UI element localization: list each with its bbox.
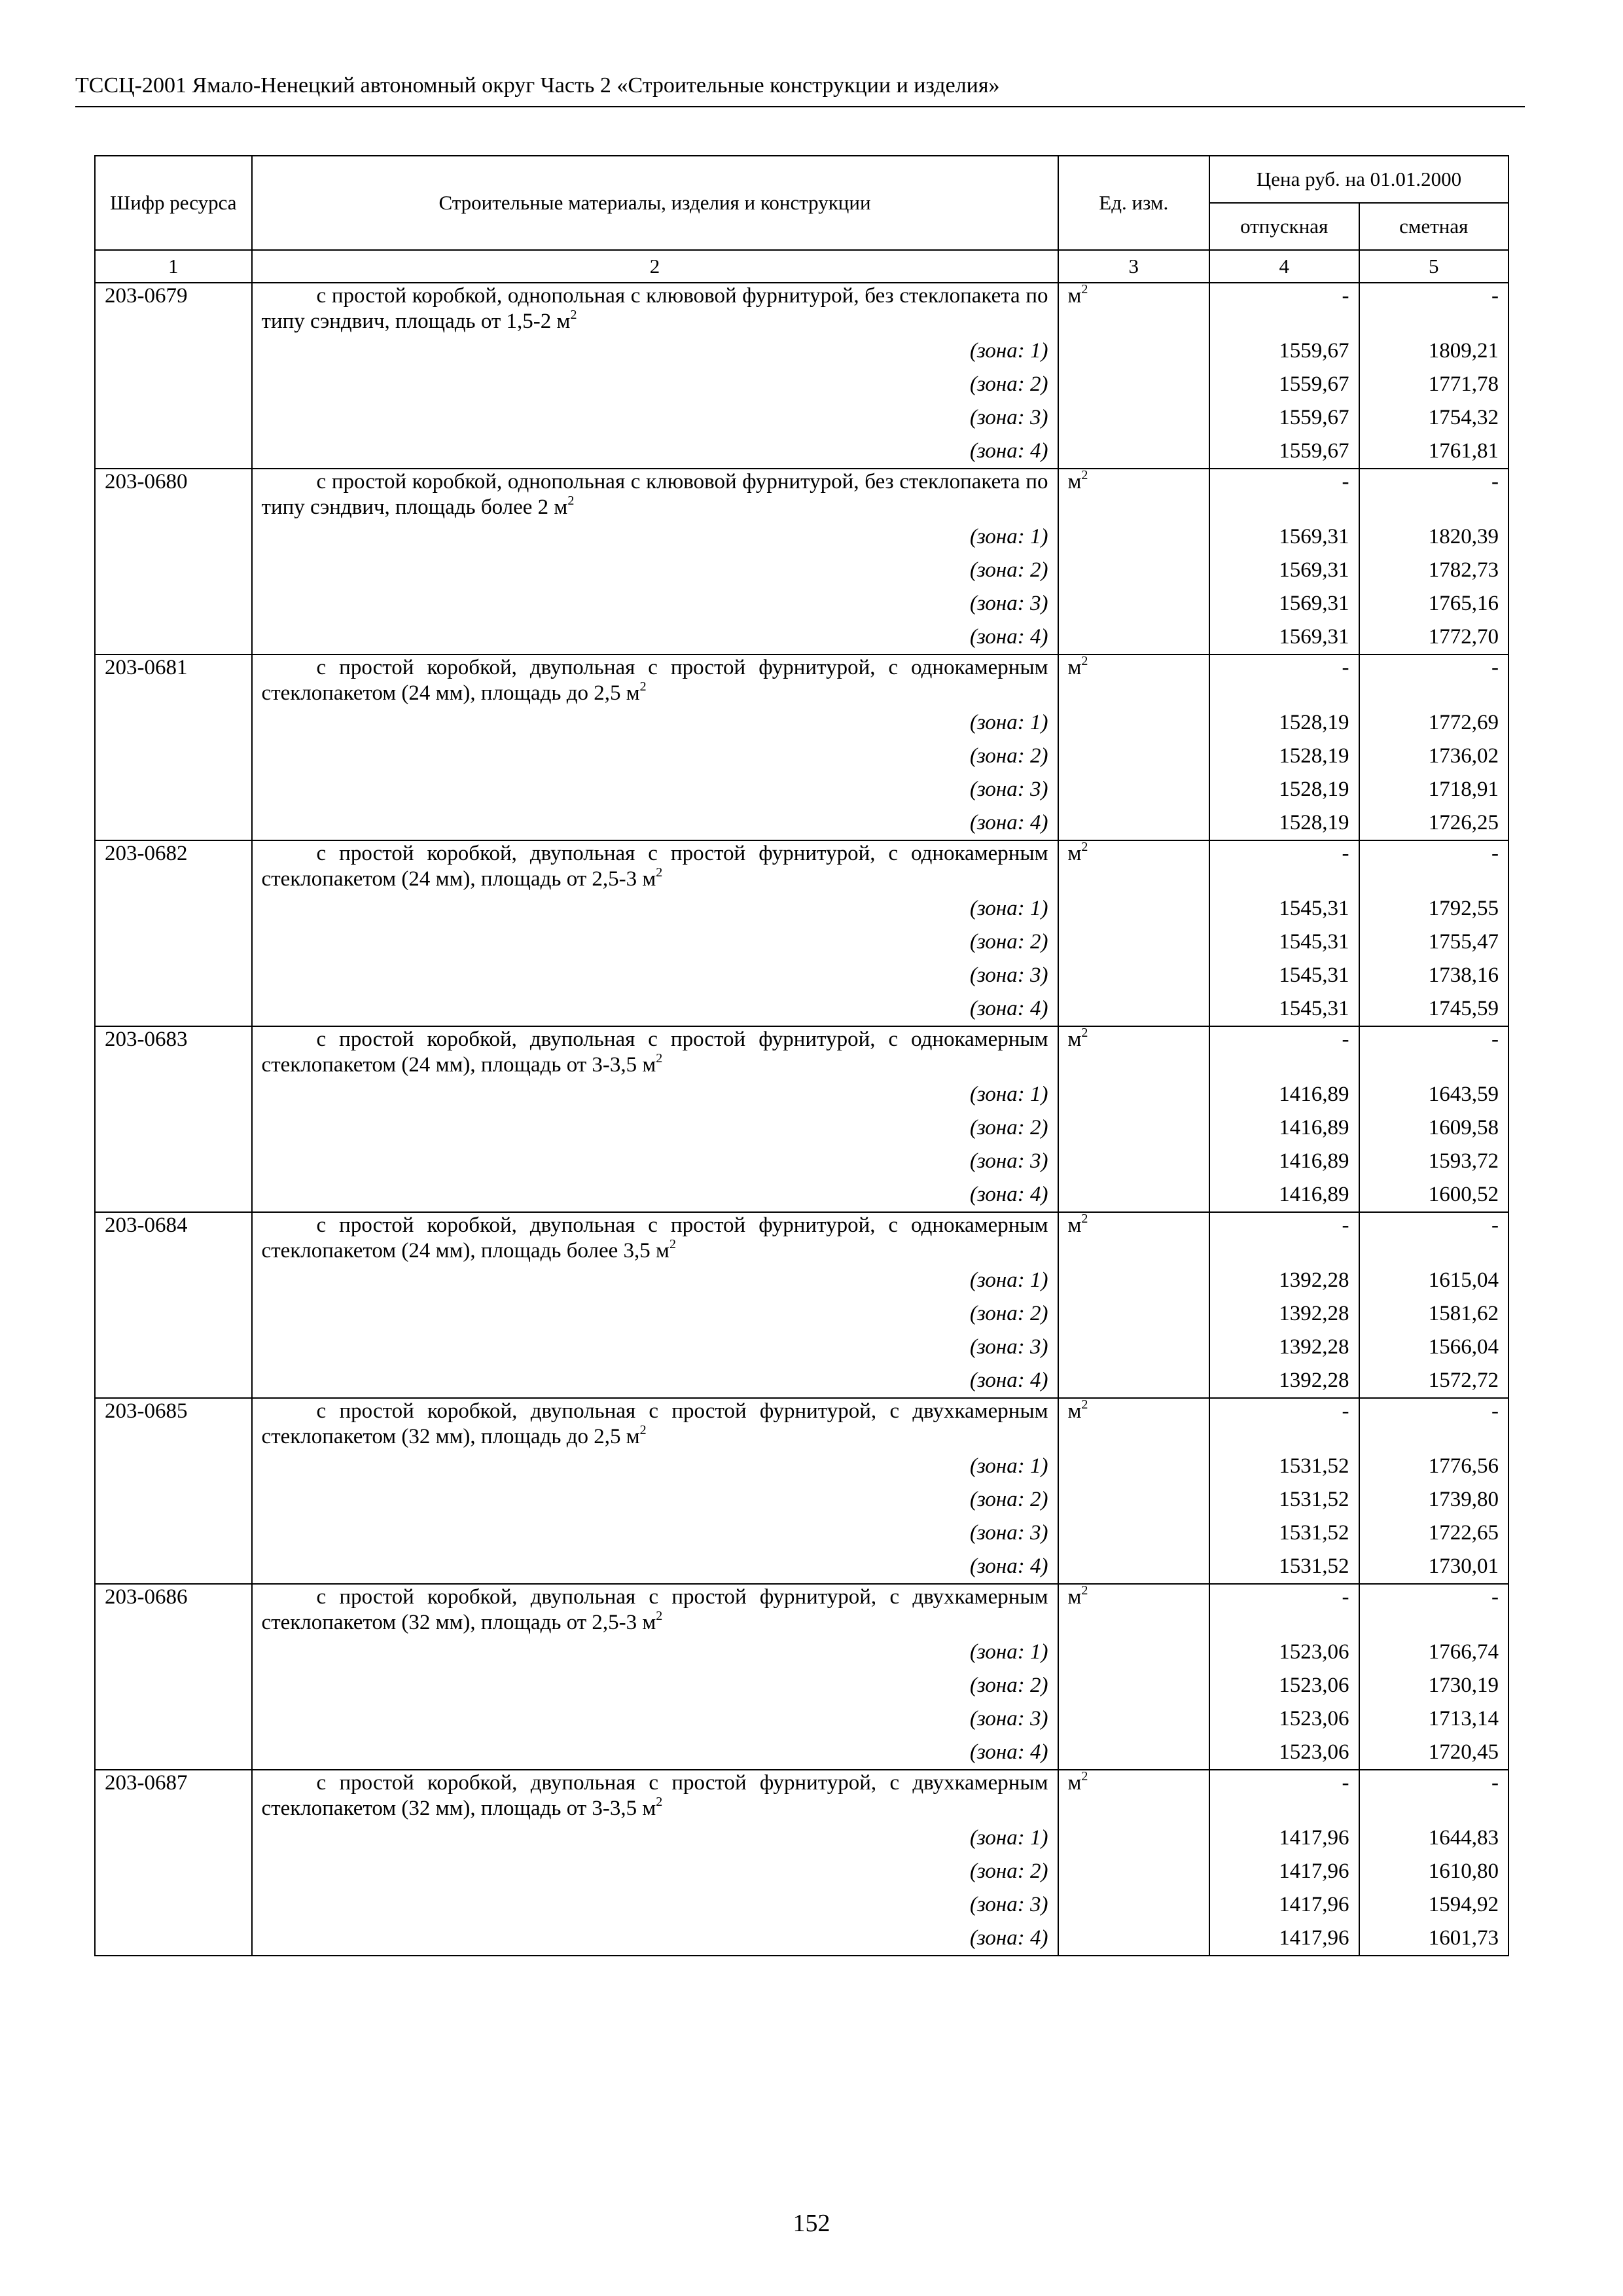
estimate-price: 1718,91: [1359, 773, 1509, 806]
column-header-code: Шифр ресурса: [95, 156, 252, 250]
release-price: 1559,67: [1209, 401, 1359, 435]
estimate-price: 1594,92: [1359, 1888, 1509, 1922]
zone-row: [95, 1364, 1508, 1398]
estimate-price: 1722,65: [1359, 1516, 1509, 1550]
unit-of-measure: [1058, 283, 1210, 469]
column-header-price: Цена руб. на 01.01.2000: [1209, 156, 1508, 203]
release-price: 1523,06: [1209, 1736, 1359, 1770]
zone-label: (зона: 3): [252, 401, 1058, 435]
estimate-price: 1772,69: [1359, 706, 1509, 740]
zone-label: (зона: 2): [252, 1297, 1058, 1331]
release-price-empty: -: [1209, 1398, 1359, 1450]
zone-label: (зона: 4): [252, 1364, 1058, 1398]
release-price: 1531,52: [1209, 1516, 1359, 1550]
estimate-price-empty: -: [1359, 1026, 1509, 1078]
release-price: 1392,28: [1209, 1264, 1359, 1297]
zone-row: [95, 368, 1508, 401]
estimate-price: 1766,74: [1359, 1636, 1509, 1669]
zone-label: (зона: 1): [252, 1636, 1058, 1669]
description-superscript: 2: [656, 1051, 663, 1066]
estimate-price: 1765,16: [1359, 587, 1509, 620]
unit-power: 2: [1081, 1211, 1088, 1226]
zone-row: [95, 925, 1508, 959]
material-description: [252, 655, 1058, 706]
estimate-price-empty: -: [1359, 655, 1509, 706]
release-price: 1531,52: [1209, 1483, 1359, 1516]
zone-row: [95, 435, 1508, 469]
description-text: [262, 1585, 1048, 1636]
unit-power: 2: [1081, 468, 1088, 482]
zone-row: [95, 1297, 1508, 1331]
zone-label: (зона: 1): [252, 1450, 1058, 1483]
material-description: [252, 1212, 1058, 1264]
estimate-price: 1739,80: [1359, 1483, 1509, 1516]
release-price: 1392,28: [1209, 1331, 1359, 1364]
zone-row: [95, 1516, 1508, 1550]
estimate-price: 1610,80: [1359, 1855, 1509, 1888]
release-price-empty: -: [1209, 1212, 1359, 1264]
resource-code: 203-0681: [95, 655, 252, 840]
zone-row: [95, 1264, 1508, 1297]
release-price: 1417,96: [1209, 1821, 1359, 1855]
zone-label: (зона: 1): [252, 1821, 1058, 1855]
estimate-price-empty: -: [1359, 1398, 1509, 1450]
column-header-release-price: отпускная: [1209, 203, 1359, 250]
estimate-price: 1772,70: [1359, 620, 1509, 655]
release-price-empty: -: [1209, 283, 1359, 334]
unit-base: м: [1067, 656, 1082, 679]
table-row: [95, 1770, 1508, 1821]
estimate-price-empty: -: [1359, 1584, 1509, 1636]
resource-code: 203-0686: [95, 1584, 252, 1770]
zone-label: (зона: 4): [252, 1178, 1058, 1212]
description-main-text: с простой коробкой, двупольная с простой фурнитурой, с двухкамерным стеклопакетом (32 мм), площадь от 2,5-3 м: [261, 1585, 1048, 1634]
zone-label: (зона: 4): [252, 806, 1058, 840]
unit-power: 2: [1081, 1769, 1088, 1784]
unit-power: 2: [1081, 1026, 1088, 1040]
unit-power: 2: [1081, 1583, 1088, 1598]
zone-label: (зона: 1): [252, 334, 1058, 368]
table-row: [95, 283, 1508, 334]
release-price: 1569,31: [1209, 620, 1359, 655]
estimate-price: 1776,56: [1359, 1450, 1509, 1483]
zone-label: (зона: 1): [252, 706, 1058, 740]
release-price: 1569,31: [1209, 520, 1359, 554]
release-price-empty: -: [1209, 469, 1359, 520]
zone-row: [95, 1736, 1508, 1770]
description-text: [262, 841, 1048, 892]
unit-of-measure: [1058, 1584, 1210, 1770]
zone-row: [95, 992, 1508, 1026]
table-body: [95, 283, 1508, 1956]
estimate-price: 1809,21: [1359, 334, 1509, 368]
release-price: 1545,31: [1209, 992, 1359, 1026]
zone-label: (зона: 3): [252, 587, 1058, 620]
material-description: [252, 840, 1058, 892]
estimate-price: 1609,58: [1359, 1111, 1509, 1145]
unit-power: 2: [1081, 1397, 1088, 1412]
release-price-empty: -: [1209, 655, 1359, 706]
resource-code: 203-0684: [95, 1212, 252, 1398]
zone-row: [95, 1821, 1508, 1855]
release-price: 1416,89: [1209, 1078, 1359, 1111]
zone-row: [95, 706, 1508, 740]
price-table: [94, 155, 1509, 1956]
zone-row: [95, 806, 1508, 840]
zone-row: [95, 1111, 1508, 1145]
unit-power: 2: [1081, 282, 1088, 296]
zone-row: [95, 1669, 1508, 1702]
zone-label: (зона: 1): [252, 1078, 1058, 1111]
material-description: [252, 469, 1058, 520]
estimate-price: 1755,47: [1359, 925, 1509, 959]
release-price: 1416,89: [1209, 1111, 1359, 1145]
description-main-text: с простой коробкой, однопольная с клювовой фурнитурой, без стеклопакета по типу сэндвич, площадь от 1,5-2 м: [261, 284, 1048, 333]
resource-code: 203-0687: [95, 1770, 252, 1956]
release-price-empty: -: [1209, 840, 1359, 892]
description-superscript: 2: [669, 1237, 676, 1251]
table-row: [95, 840, 1508, 892]
zone-label: (зона: 1): [252, 520, 1058, 554]
release-price: 1417,96: [1209, 1922, 1359, 1956]
resource-code: 203-0685: [95, 1398, 252, 1584]
header-divider: [75, 106, 1525, 107]
estimate-price-empty: -: [1359, 840, 1509, 892]
release-price: 1559,67: [1209, 435, 1359, 469]
zone-label: (зона: 4): [252, 992, 1058, 1026]
zone-label: (зона: 4): [252, 1736, 1058, 1770]
resource-code: 203-0680: [95, 469, 252, 655]
unit-base: м: [1067, 1399, 1082, 1423]
zone-label: (зона: 2): [252, 925, 1058, 959]
release-price: 1528,19: [1209, 706, 1359, 740]
column-number: 3: [1058, 250, 1210, 283]
estimate-price: 1593,72: [1359, 1145, 1509, 1178]
description-main-text: с простой коробкой, двупольная с простой фурнитурой, с однокамерным стеклопакетом (24 мм), площадь до 2,5 м: [261, 656, 1048, 705]
release-price: 1531,52: [1209, 1450, 1359, 1483]
unit-base: м: [1067, 1028, 1082, 1051]
resource-code: 203-0682: [95, 840, 252, 1026]
table-row: [95, 1398, 1508, 1450]
release-price: 1523,06: [1209, 1636, 1359, 1669]
zone-row: [95, 620, 1508, 655]
zone-row: [95, 1636, 1508, 1669]
unit-base: м: [1067, 1771, 1082, 1795]
unit-of-measure: [1058, 469, 1210, 655]
estimate-price: 1601,73: [1359, 1922, 1509, 1956]
estimate-price: 1736,02: [1359, 740, 1509, 773]
column-number: 2: [252, 250, 1058, 283]
zone-label: (зона: 3): [252, 1702, 1058, 1736]
estimate-price: 1600,52: [1359, 1178, 1509, 1212]
description-superscript: 2: [656, 865, 663, 880]
release-price: 1416,89: [1209, 1145, 1359, 1178]
table-row: [95, 1212, 1508, 1264]
unit-of-measure: [1058, 1026, 1210, 1212]
unit-of-measure: [1058, 655, 1210, 840]
material-description: [252, 283, 1058, 334]
description-main-text: с простой коробкой, двупольная с простой фурнитурой, с двухкамерным стеклопакетом (32 мм), площадь до 2,5 м: [261, 1399, 1048, 1448]
estimate-price: 1738,16: [1359, 959, 1509, 992]
zone-row: [95, 334, 1508, 368]
release-price: 1528,19: [1209, 806, 1359, 840]
zone-row: [95, 959, 1508, 992]
unit-base: м: [1067, 1213, 1082, 1237]
zone-label: (зона: 2): [252, 1483, 1058, 1516]
description-superscript: 2: [639, 679, 647, 694]
release-price-empty: -: [1209, 1770, 1359, 1821]
release-price: 1416,89: [1209, 1178, 1359, 1212]
zone-row: [95, 1855, 1508, 1888]
estimate-price: 1726,25: [1359, 806, 1509, 840]
zone-label: (зона: 2): [252, 1855, 1058, 1888]
zone-row: [95, 520, 1508, 554]
zone-label: (зона: 3): [252, 1516, 1058, 1550]
estimate-price: 1566,04: [1359, 1331, 1509, 1364]
estimate-price: 1745,59: [1359, 992, 1509, 1026]
description-superscript: 2: [656, 1795, 663, 1809]
release-price: 1523,06: [1209, 1669, 1359, 1702]
zone-row: [95, 740, 1508, 773]
zone-row: [95, 1702, 1508, 1736]
unit-of-measure: [1058, 840, 1210, 1026]
release-price: 1528,19: [1209, 773, 1359, 806]
material-description: [252, 1398, 1058, 1450]
zone-row: [95, 1922, 1508, 1956]
description-text: [262, 655, 1048, 706]
zone-row: [95, 1145, 1508, 1178]
unit-power: 2: [1081, 840, 1088, 854]
release-price: 1559,67: [1209, 334, 1359, 368]
zone-label: (зона: 2): [252, 368, 1058, 401]
unit-of-measure: [1058, 1770, 1210, 1956]
zone-label: (зона: 4): [252, 620, 1058, 655]
zone-row: [95, 1483, 1508, 1516]
zone-row: [95, 1178, 1508, 1212]
release-price: 1528,19: [1209, 740, 1359, 773]
estimate-price: 1820,39: [1359, 520, 1509, 554]
zone-row: [95, 587, 1508, 620]
unit-power: 2: [1081, 654, 1088, 668]
release-price: 1531,52: [1209, 1550, 1359, 1584]
zone-label: (зона: 3): [252, 1145, 1058, 1178]
table-row: [95, 1584, 1508, 1636]
column-header-name: Строительные материалы, изделия и конструкции: [252, 156, 1058, 250]
table-row: [95, 469, 1508, 520]
estimate-price: 1782,73: [1359, 554, 1509, 587]
material-description: [252, 1770, 1058, 1821]
zone-label: (зона: 3): [252, 773, 1058, 806]
release-price: 1545,31: [1209, 892, 1359, 925]
unit-base: м: [1067, 470, 1082, 493]
resource-code: 203-0679: [95, 283, 252, 469]
document-title: ТССЦ-2001 Ямало-Ненецкий автономный округ Часть 2 «Строительные конструкции и изделия»: [75, 73, 1000, 98]
description-text: [262, 1213, 1048, 1264]
description-main-text: с простой коробкой, двупольная с простой фурнитурой, с однокамерным стеклопакетом (24 мм), площадь более 3,5 м: [261, 1213, 1048, 1263]
description-text: [262, 469, 1048, 520]
estimate-price-empty: -: [1359, 469, 1509, 520]
zone-label: (зона: 1): [252, 892, 1058, 925]
description-superscript: 2: [567, 493, 575, 508]
zone-row: [95, 1450, 1508, 1483]
estimate-price-empty: -: [1359, 1212, 1509, 1264]
release-price-empty: -: [1209, 1584, 1359, 1636]
zone-row: [95, 1331, 1508, 1364]
release-price: 1417,96: [1209, 1855, 1359, 1888]
release-price: 1417,96: [1209, 1888, 1359, 1922]
zone-label: (зона: 3): [252, 1331, 1058, 1364]
release-price: 1392,28: [1209, 1364, 1359, 1398]
release-price: 1523,06: [1209, 1702, 1359, 1736]
estimate-price: 1730,01: [1359, 1550, 1509, 1584]
unit-base: м: [1067, 1585, 1082, 1609]
estimate-price: 1761,81: [1359, 435, 1509, 469]
description-superscript: 2: [639, 1423, 647, 1437]
zone-label: (зона: 2): [252, 1669, 1058, 1702]
release-price-empty: -: [1209, 1026, 1359, 1078]
resource-code: 203-0683: [95, 1026, 252, 1212]
zone-label: (зона: 4): [252, 435, 1058, 469]
column-number: 4: [1209, 250, 1359, 283]
release-price: 1392,28: [1209, 1297, 1359, 1331]
column-header-unit: Ед. изм.: [1058, 156, 1210, 250]
estimate-price: 1713,14: [1359, 1702, 1509, 1736]
estimate-price: 1730,19: [1359, 1669, 1509, 1702]
estimate-price: 1643,59: [1359, 1078, 1509, 1111]
zone-row: [95, 554, 1508, 587]
unit-base: м: [1067, 842, 1082, 865]
zone-row: [95, 1550, 1508, 1584]
estimate-price: 1615,04: [1359, 1264, 1509, 1297]
description-main-text: с простой коробкой, однопольная с клювовой фурнитурой, без стеклопакета по типу сэндвич, площадь более 2 м: [261, 470, 1048, 519]
release-price: 1545,31: [1209, 959, 1359, 992]
description-superscript: 2: [570, 308, 577, 322]
description-main-text: с простой коробкой, двупольная с простой фурнитурой, с однокамерным стеклопакетом (24 мм), площадь от 3-3,5 м: [261, 1028, 1048, 1077]
zone-label: (зона: 4): [252, 1922, 1058, 1956]
zone-row: [95, 1888, 1508, 1922]
zone-label: (зона: 3): [252, 959, 1058, 992]
zone-label: (зона: 2): [252, 554, 1058, 587]
estimate-price: 1581,62: [1359, 1297, 1509, 1331]
estimate-price: 1720,45: [1359, 1736, 1509, 1770]
zone-row: [95, 773, 1508, 806]
zone-label: (зона: 2): [252, 1111, 1058, 1145]
description-text: [262, 1770, 1048, 1821]
zone-label: (зона: 3): [252, 1888, 1058, 1922]
column-header-estimate-price: сметная: [1359, 203, 1509, 250]
estimate-price: 1754,32: [1359, 401, 1509, 435]
zone-row: [95, 401, 1508, 435]
description-main-text: с простой коробкой, двупольная с простой фурнитурой, с двухкамерным стеклопакетом (32 мм), площадь от 3-3,5 м: [261, 1771, 1048, 1820]
unit-of-measure: [1058, 1398, 1210, 1584]
unit-base: м: [1067, 284, 1082, 308]
description-main-text: с простой коробкой, двупольная с простой фурнитурой, с однокамерным стеклопакетом (24 мм), площадь от 2,5-3 м: [261, 842, 1048, 891]
description-text: [262, 1027, 1048, 1078]
material-description: [252, 1026, 1058, 1078]
table-row: [95, 655, 1508, 706]
release-price: 1559,67: [1209, 368, 1359, 401]
zone-row: [95, 892, 1508, 925]
zone-label: (зона: 2): [252, 740, 1058, 773]
estimate-price-empty: -: [1359, 283, 1509, 334]
unit-of-measure: [1058, 1212, 1210, 1398]
estimate-price: 1644,83: [1359, 1821, 1509, 1855]
material-description: [252, 1584, 1058, 1636]
description-text: [262, 1399, 1048, 1450]
zone-row: [95, 1078, 1508, 1111]
page-number: 152: [793, 2210, 830, 2237]
description-text: [262, 283, 1048, 334]
zone-label: (зона: 4): [252, 1550, 1058, 1584]
description-superscript: 2: [656, 1609, 663, 1623]
estimate-price: 1792,55: [1359, 892, 1509, 925]
zone-label: (зона: 1): [252, 1264, 1058, 1297]
column-number: 1: [95, 250, 252, 283]
release-price: 1569,31: [1209, 587, 1359, 620]
release-price: 1545,31: [1209, 925, 1359, 959]
estimate-price: 1771,78: [1359, 368, 1509, 401]
column-number: 5: [1359, 250, 1509, 283]
table-row: [95, 1026, 1508, 1078]
estimate-price: 1572,72: [1359, 1364, 1509, 1398]
release-price: 1569,31: [1209, 554, 1359, 587]
estimate-price-empty: -: [1359, 1770, 1509, 1821]
